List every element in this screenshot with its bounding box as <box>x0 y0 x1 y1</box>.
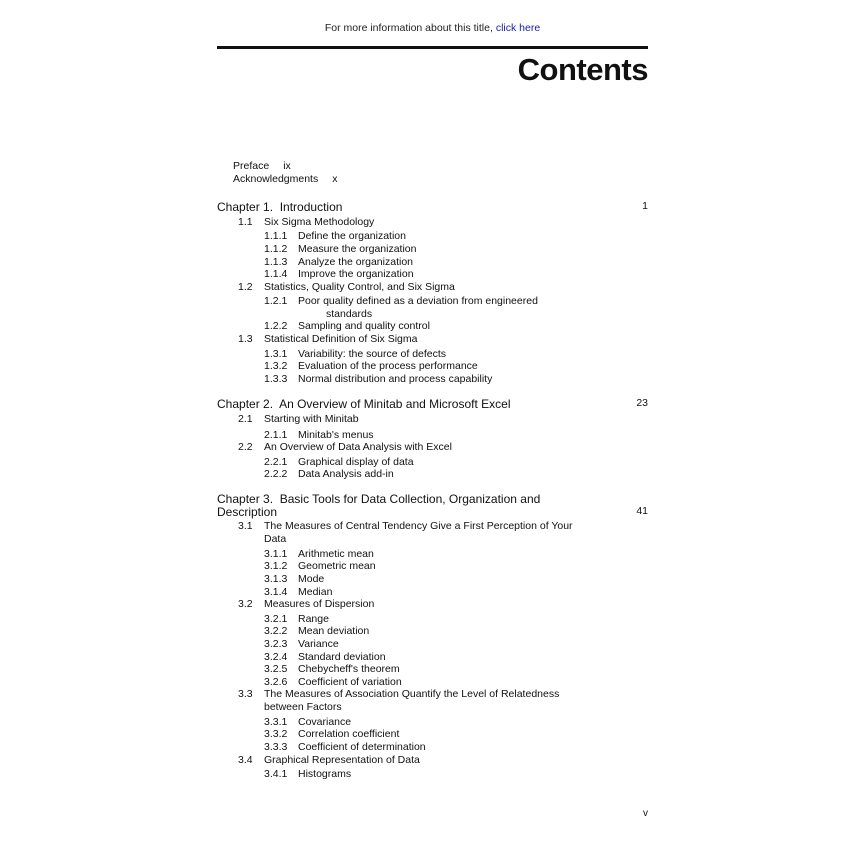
chapter-label: Chapter 2. <box>217 397 274 411</box>
chapter-page: 1 <box>642 200 648 212</box>
toc-entry-title: Variability: the source of defects <box>298 348 447 360</box>
toc-entry-number: 3.2.3 <box>264 638 288 650</box>
front-matter-label: Preface <box>233 160 270 172</box>
toc-entry-title: Standard deviation <box>298 651 386 663</box>
chapter-title-cont: Description <box>217 505 278 519</box>
front-matter-label: Acknowledgments <box>233 173 319 185</box>
toc-entry-number: 1.2.2 <box>264 320 288 332</box>
toc-entry-number: 3.1.3 <box>264 573 288 585</box>
toc-entry-title: Graphical Representation of Data <box>264 754 420 766</box>
toc-entry-title: Chebycheff's theorem <box>298 663 400 675</box>
more-info-banner <box>217 22 648 34</box>
chapter-label: Chapter 1. <box>217 200 274 214</box>
toc-entry-number: 1.1.2 <box>264 243 288 255</box>
toc-entry-number: 3.3.3 <box>264 741 288 753</box>
toc-entry-title: Normal distribution and process capability <box>298 373 493 385</box>
chapter-title: Introduction <box>279 200 343 214</box>
front-matter-preface[interactable] <box>233 160 291 172</box>
toc-entry-number: 3.1.4 <box>264 586 288 598</box>
toc-entry-title-cont: between Factors <box>264 701 342 713</box>
toc-entry-title: Evaluation of the process performance <box>298 360 478 372</box>
toc-entry-number: 3.3.1 <box>264 716 288 728</box>
toc-entry-title: Coefficient of determination <box>298 741 426 753</box>
toc-entry-number: 3.2.4 <box>264 651 288 663</box>
toc-entry-number: 2.1 <box>238 413 253 425</box>
toc-entry-title: Six Sigma Methodology <box>264 216 375 228</box>
chapter-label: Chapter 3. <box>217 492 274 506</box>
toc-entry-title: Measure the organization <box>298 243 417 255</box>
toc-entry-title: Improve the organization <box>298 268 414 280</box>
toc-entry-title: Minitab's menus <box>298 429 374 441</box>
toc-entry-title: Measures of Dispersion <box>264 598 375 610</box>
toc-entry-number: 3.1.1 <box>264 548 288 560</box>
chapter-page: 23 <box>636 397 648 409</box>
toc-entry-title: Poor quality defined as a deviation from engineered <box>298 295 538 307</box>
front-matter-page: x <box>332 173 338 185</box>
toc-entry-number: 3.2.5 <box>264 663 288 675</box>
chapter-title: An Overview of Minitab and Microsoft Excel <box>279 397 511 411</box>
toc-entry-number: 1.2.1 <box>264 295 288 307</box>
toc-entry-number: 1.3.2 <box>264 360 288 372</box>
toc-entry-title: Median <box>298 586 333 598</box>
toc-entry-number: 3.4.1 <box>264 768 288 780</box>
toc-entry-number: 1.1.4 <box>264 268 288 280</box>
chapter-2-heading[interactable] <box>217 397 648 411</box>
toc-entry-number: 1.3.1 <box>264 348 288 360</box>
toc-entry-title: Define the organization <box>298 230 406 242</box>
toc-entry-number: 3.1 <box>238 520 253 532</box>
toc-entry-title-cont: standards <box>326 308 373 320</box>
toc-entry-number: 2.2 <box>238 441 253 453</box>
toc-entry-title: The Measures of Association Quantify the Level of Relatedness <box>264 688 560 700</box>
toc-entry-number: 2.2.2 <box>264 468 288 480</box>
toc-entry-title: Covariance <box>298 716 352 728</box>
toc-entry-title: Starting with Minitab <box>264 413 359 425</box>
front-matter-page: ix <box>283 160 291 172</box>
toc-entry-title: Variance <box>298 638 339 650</box>
toc-entry-title: Analyze the organization <box>298 256 413 268</box>
toc-entry-number: 1.1.1 <box>264 230 288 242</box>
toc-entry-title: Mode <box>298 573 325 585</box>
page-number: v <box>643 808 648 819</box>
toc-entry-number: 1.1 <box>238 216 253 228</box>
toc-entry-number: 3.2.1 <box>264 613 288 625</box>
toc-entry-title: Correlation coefficient <box>298 728 400 740</box>
toc-entry-number: 1.3 <box>238 333 253 345</box>
chapter-3-heading-cont[interactable] <box>217 505 648 519</box>
toc-entry-number: 1.1.3 <box>264 256 288 268</box>
toc-entry-title: Coefficient of variation <box>298 676 402 688</box>
toc-entry-number: 3.2.6 <box>264 676 288 688</box>
chapter-page: 41 <box>636 505 648 517</box>
toc-entry-title: Graphical display of data <box>298 456 414 468</box>
toc-entry-number: 1.3.3 <box>264 373 288 385</box>
toc-entry-title: The Measures of Central Tendency Give a First Perception of Your <box>264 520 573 532</box>
banner-text: For more information about this title, <box>324 22 496 34</box>
toc-entry-title: Statistics, Quality Control, and Six Sigma <box>264 281 455 293</box>
toc-entry-title: Histograms <box>298 768 352 780</box>
front-matter-acknowledgments[interactable] <box>233 173 337 185</box>
toc-entry-number: 2.1.1 <box>264 429 288 441</box>
toc-entry-title: Arithmetic mean <box>298 548 374 560</box>
page-title: Contents <box>517 52 648 87</box>
chapter-title: Basic Tools for Data Collection, Organization and <box>279 492 541 506</box>
click-here-link[interactable]: click here <box>495 22 541 34</box>
toc-entry-number: 3.1.2 <box>264 560 288 572</box>
toc-entry-number: 3.3.2 <box>264 728 288 740</box>
toc-entry-number: 3.2 <box>238 598 253 610</box>
toc-entry-title: Sampling and quality control <box>298 320 430 332</box>
toc-entry-title: Mean deviation <box>298 625 370 637</box>
title-rule <box>217 46 648 49</box>
toc-entry-title: Range <box>298 613 329 625</box>
toc-entry-title: Geometric mean <box>298 560 376 572</box>
chapter-3-heading[interactable] <box>217 492 648 506</box>
toc-entry-number: 3.2.2 <box>264 625 288 637</box>
toc-entry-title: Data Analysis add-in <box>298 468 394 480</box>
toc-entry-title-cont: Data <box>264 533 287 545</box>
toc-entry-title: An Overview of Data Analysis with Excel <box>264 441 452 453</box>
toc-entry-number: 3.3 <box>238 688 253 700</box>
toc-entry-number: 1.2 <box>238 281 253 293</box>
toc-entry-title: Statistical Definition of Six Sigma <box>264 333 418 345</box>
toc-entry-number: 2.2.1 <box>264 456 288 468</box>
toc-entry-number: 3.4 <box>238 754 253 766</box>
chapter-1-heading[interactable] <box>217 200 648 214</box>
